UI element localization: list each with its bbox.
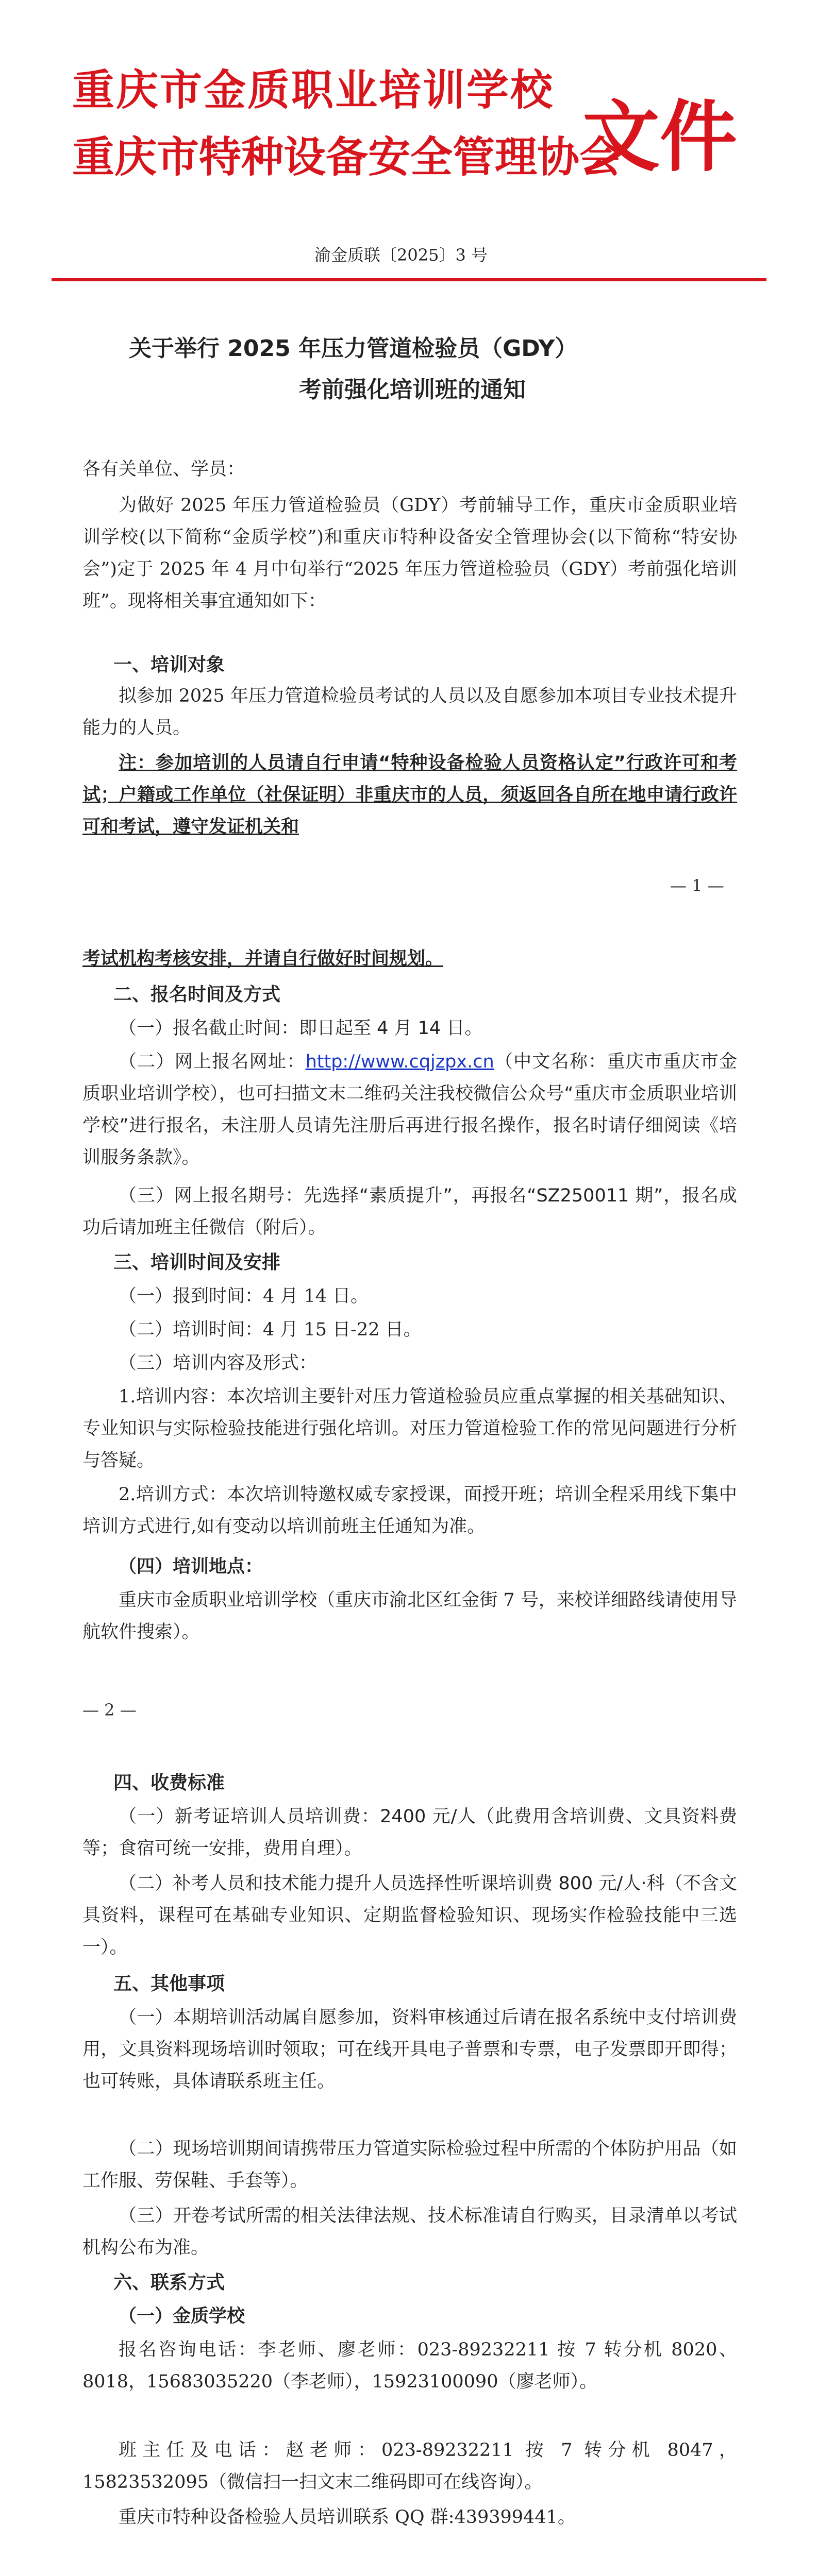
page-number-1: — 1 — [670,876,724,895]
section-5-title: 五、其他事项 [113,1973,225,1994]
section-3-item-4: （四）培训地点： [119,1556,263,1577]
section-3-item-1: （一）报到时间：4 月 14 日。 [119,1286,369,1307]
section-2-title: 二、报名时间及方式 [113,984,281,1005]
section-5-item-1: （一）本期培训活动属自愿参加，资料审核通过后请在报名系统中支付培训费用，文具资料现场培训时领取；可在线开具电子普票和专票，电子发票即开即得；也可转账，具体请联系班主任。 [82,2007,737,2092]
section-1-title: 一、培训对象 [113,654,225,675]
page-number-2: — 2 — [82,1700,137,1720]
document-word: 文件 [582,93,738,182]
intro-paragraph: 为做好 2025 年压力管道检验员（GDY）考前辅导工作，重庆市金质职业培训学校(以下简称“金质学校”)和重庆市特种设备安全管理协会(以下简称“特安协会”)定于 2025 年 4 月中旬举行“2025 年压力管道检验员（GDY）考前强化培训班”。现将相关事宜通知如下： [82,495,737,612]
section-4-item-2 [82,1868,737,1963]
section-2-item-2-text: （中文名称：重庆市重庆市金质职业培训学校），也可扫描文末二维码关注我校微信公众号“重庆市金质职业培训学校”进行报名，未注册人员请先注册后再进行报名操作，报名时请仔细阅读《培训服务条款》。 [82,1052,737,1168]
section-4-item-2-main: （二）补考人员和技术能力提升人员选择性听课培训费 800 元/人·科 [119,1873,665,1894]
section-3-item-4-text: 重庆市金质职业培训学校（重庆市渝北区红金街 7 号，来校详细路线请使用导航软件搜索）。 [82,1590,737,1642]
contact-registration: 报名咨询电话：李老师、廖老师：023-89232211 按 7 转分机 8020、8018，15683035220（李老师），15923100090（廖老师）。 [82,2340,737,2392]
document-number: 渝金质联〔2025〕3 号 [314,245,488,265]
section-2-item-2 [82,1046,737,1174]
section-4-item-1-detail: （此费用含培训费、文具资料费等；食宿可统一安排，费用自理）。 [82,1806,737,1859]
section-3-item-2: （二）培训时间：4 月 15 日-22 日。 [119,1319,422,1340]
section-3-item-3: （三）培训内容及形式： [119,1353,318,1374]
section-3-title: 三、培训时间及安排 [113,1252,281,1273]
section-3-item-3-2: 2.培训方式：本次培训特邀权威专家授课，面授开班；培训全程采用线下集中培训方式进行,如有变动以培训前班主任通知为准。 [82,1484,737,1537]
section-6-title: 六、联系方式 [113,2272,225,2293]
section-1-text: 拟参加 2025 年压力管道检验员考试的人员以及自愿参加本项目专业技术提升能力的人员。 [82,686,737,738]
contact-qq-group: 重庆市特种设备检验人员培训联系 QQ 群:439399441。 [119,2507,576,2528]
section-6-item-1: （一）金质学校 [119,2306,245,2327]
salutation: 各有关单位、学员： [82,459,245,480]
section-4-item-1-main: （一）新考证培训人员培训费：2400 元/人 [119,1806,477,1827]
section-2-item-3: （三）网上报名期号：先选择“素质提升”，再报名“SZ250011 期”，报名成功后请加班主任微信（附后）。 [82,1185,737,1238]
section-2-item-2-prefix: （二）网上报名网址： [119,1052,306,1072]
red-rule-top [52,278,766,281]
section-3-item-3-1: 1.培训内容：本次培训主要针对压力管道检验员应重点掌握的相关基础知识、专业知识与实际检验技能进行强化培训。对压力管道检验工作的常见问题进行分析与答疑。 [82,1386,737,1471]
registration-link[interactable]: http://www.cqjzpx.cn [305,1052,494,1072]
section-4-title: 四、收费标准 [113,1772,225,1793]
section-5-item-3: （三）开卷考试所需的相关法律法规、技术标准请自行购买，目录清单以考试机构公布为准。 [82,2206,737,2258]
notice-title-line-2: 考前强化培训班的通知 [299,377,526,403]
section-4-item-1 [82,1801,737,1865]
section-5-item-2: （二）现场培训期间请携带压力管道实际检验过程中所需的个体防护用品（如工作服、劳保鞋、手套等）。 [82,2139,737,2191]
issuer-line-2: 重庆市特种设备安全管理协会 [72,133,622,182]
section-1-note-cont: 考试机构考核安排，并请自行做好时间规划。 [82,948,444,969]
section-2-item-1: （一）报名截止时间：即日起至 4 月 14 日。 [119,1018,483,1039]
contact-class-teacher: 班主任及电话：赵老师：023-89232211 按 7 转分机 8047，15823532095（微信扫一扫文末二维码即可在线咨询）。 [82,2440,737,2493]
issuer-line-1: 重庆市金质职业培训学校 [72,66,555,115]
section-4-item-2-detail: （不含文具资料，课程可在基础专业知识、定期监督检验知识、现场实作检验技能中三选一）。 [82,1873,737,1958]
section-1-note: 注：参加培训的人员请自行申请“特种设备检验人员资格认定”行政许可和考试；户籍或工作单位（社保证明）非重庆市的人员，须返回各自所在地申请行政许可和考试，遵守发证机关和 [82,753,737,837]
notice-title-line-1: 关于举行 2025 年压力管道检验员（GDY） [129,335,578,362]
